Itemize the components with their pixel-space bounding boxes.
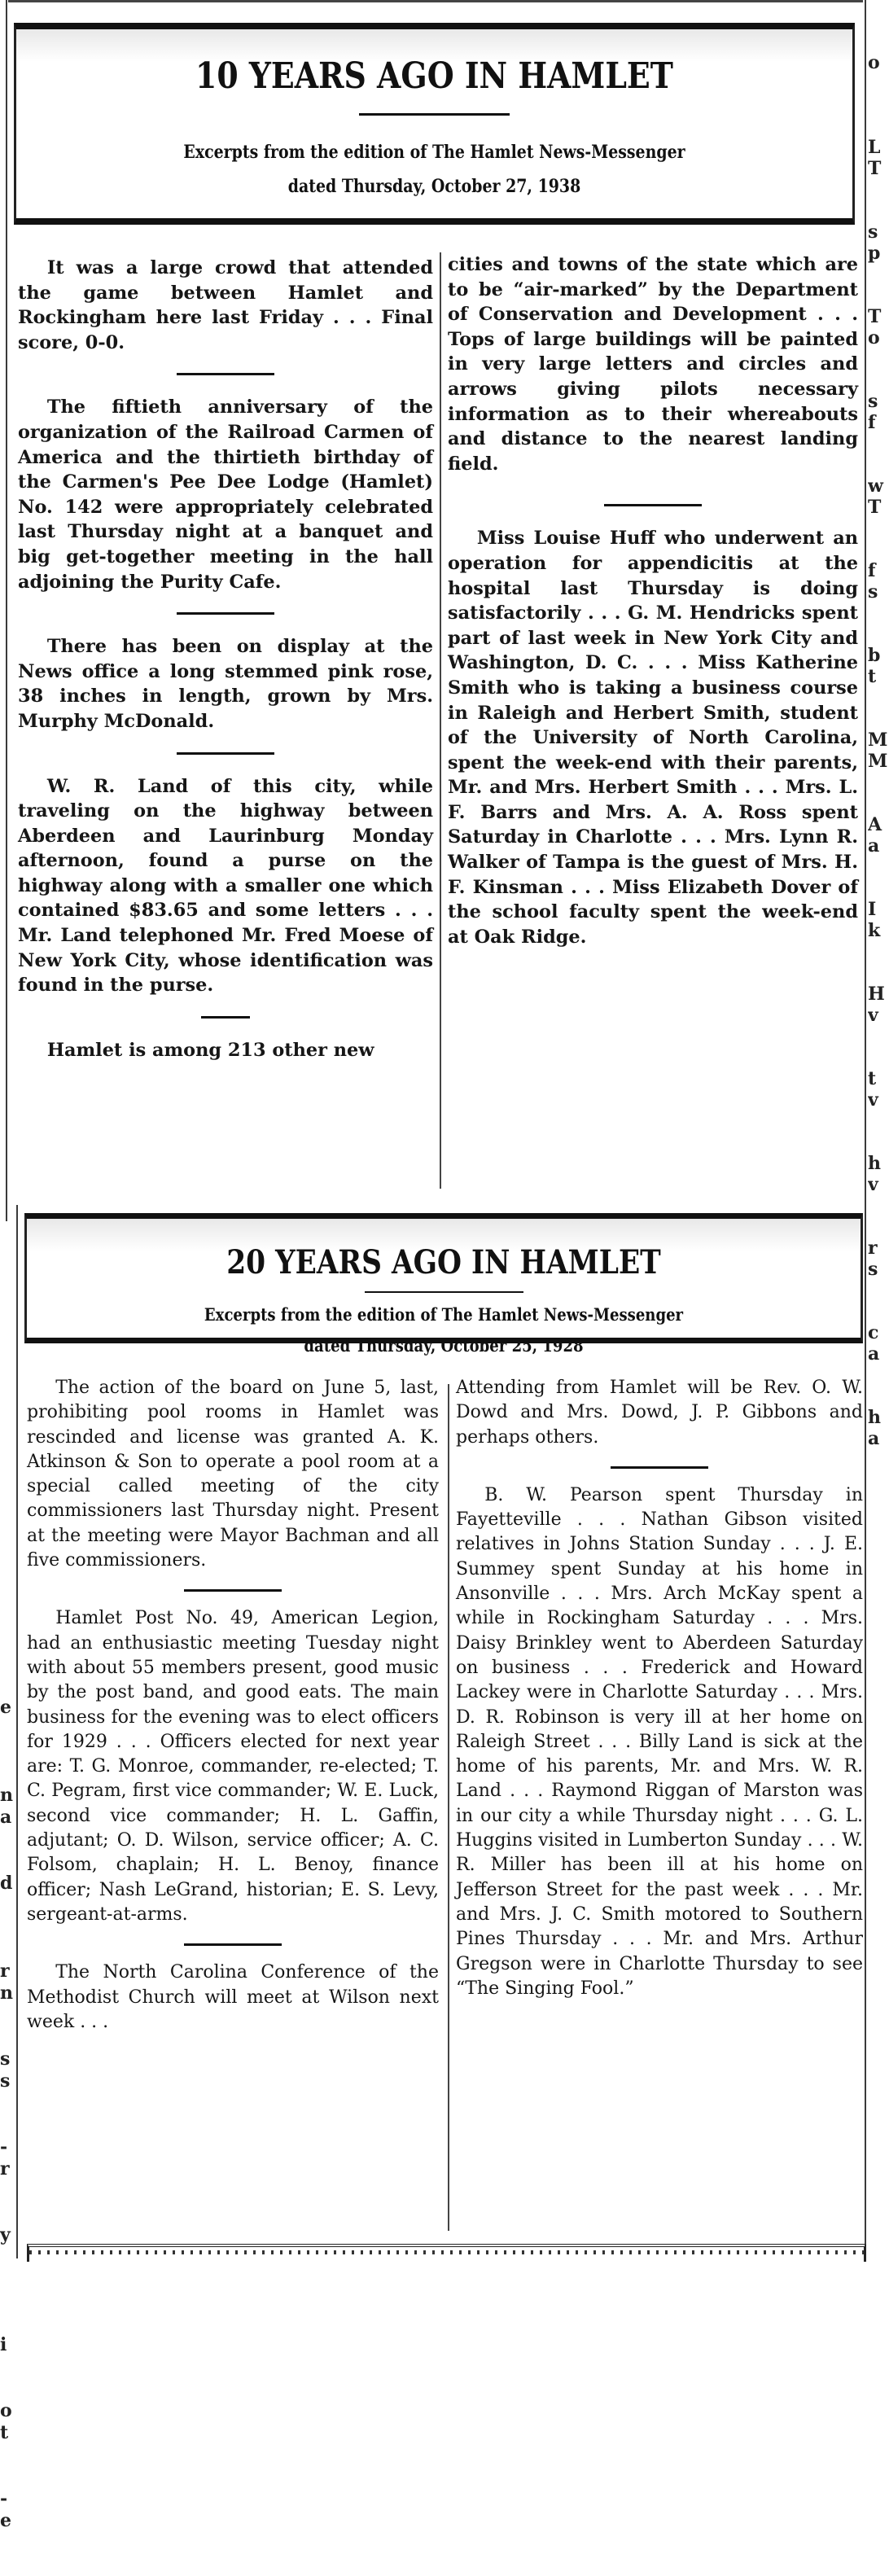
article-paragraph: cities and towns of the state which are to be “air-marked” by the Department of Conservation and Development . . . Tops of large buildings will be painted in very large letters and circles and arrows giving pilots necessary information as to their whereabouts and distance to the nearest landing field. bbox=[448, 254, 858, 475]
article-separator bbox=[177, 612, 274, 615]
article-separator bbox=[201, 1016, 250, 1019]
article-paragraph: The action of the board on June 5, last, prohibiting pool rooms in Hamlet was rescinded and license was granted A. K. Atkinson & Son to operate a pool room at a special called meeting of the city commissioners last Thursday night. Present at the meeting were Mayor Bachman and all five commissioners. bbox=[27, 1378, 439, 1571]
article-paragraph: Hamlet is among 213 other new bbox=[46, 1039, 374, 1061]
top-rule bbox=[8, 0, 863, 2]
column-1938-left bbox=[18, 256, 433, 1062]
section-subtitle-1928-line2: dated Thursday, October 25, 1928 bbox=[304, 1335, 584, 1356]
title-divider bbox=[359, 113, 510, 116]
article-separator bbox=[611, 1466, 708, 1469]
article-paragraph: There has been on display at the News office a long stemmed pink rose, 38 inches in length, grown by Mrs. Murphy McDonald. bbox=[18, 636, 433, 732]
article-paragraph: It was a large crowd that attended the game between Hamlet and Rockingham here last Friday . . . Final score, 0-0. bbox=[18, 257, 433, 353]
section-subtitle-1928-line1: Excerpts from the edition of The Hamlet News-Messenger bbox=[204, 1304, 684, 1325]
section-title-1928: 20 YEARS AGO IN HAMLET bbox=[226, 1243, 661, 1281]
section-title-1938: 10 YEARS AGO IN HAMLET bbox=[195, 55, 673, 97]
column-rule-left-upper bbox=[6, 0, 7, 1221]
article-paragraph: B. W. Pearson spent Thursday in Fayetteville . . . Nathan Gibson visited relatives in Johns Station Sunday . . . J. E. Summey spent Sunday at his home in Ansonville . . . Mrs. Arch McKay spent a while in Rockingham Saturday . . . Mrs. Daisy Brinkley went to Aberdeen Saturday on business . . . Frederick and Howard Lackey were in Charlotte Saturday . . . Mrs. D. R. Robinson is very ill at her home on Raleigh Street . . . Billy Land is sick at the home of his parents, Mr. and Mrs. W. R. Land . . . Raymond Riggan of Marston was in our city a while Thursday night . . . G. L. Huggins visited in Lumberton Sunday . . . W. R. Miller has been ill at his home on Jefferson Street for the past week . . . Mr. and Mrs. J. C. Smith motored to Southern Pines Thursday . . . Mr. and Mrs. Arthur Gregson were in Charlotte Thursday to see “The Singing Fool.” bbox=[456, 1484, 863, 1999]
article-paragraph: The North Carolina Conference of the Methodist Church will meet at Wilson next week . . . bbox=[27, 1962, 439, 2032]
article-paragraph: Miss Louise Huff who underwent an operation for appendicitis at the hospital last Thursday is doing satisfactorily . . . G. M. Hendricks spent part of last week in New York City and Washington, D. C. . . . Miss Katherine Smith who is taking a business course in Raleigh and Herbert Smith, student of the University of North Carolina, spent the week-end with their parents, Mr. and Mrs. Herbert Smith . . . Mrs. L. F. Barrs and Mrs. A. A. Ross spent Saturday in Charlotte . . . Mrs. Lynn R. Walker of Tampa is the guest of Mrs. H. F. Kinsman . . . Miss Elizabeth Dover of the school faculty spent the week-end at Oak Ridge. bbox=[448, 528, 858, 948]
column-divider bbox=[440, 252, 441, 1189]
column-divider bbox=[448, 1384, 449, 2231]
column-1928-right bbox=[456, 1376, 863, 2001]
article-separator bbox=[177, 373, 274, 375]
column-1928-left bbox=[27, 1376, 439, 2035]
article-separator bbox=[177, 752, 274, 755]
neighbor-column-fragment-right: o L T s p T o s f w T f s b t M M A a I k H v t v h v r s c a h a bbox=[868, 52, 888, 1449]
next-section-border bbox=[27, 2244, 866, 2262]
article-separator bbox=[184, 1943, 282, 1946]
article-paragraph: Hamlet Post No. 49, American Legion, had an enthusiastic meeting Tuesday night with about 55 members present, good music by the post band, and good eats. The main business for the evening was to elect officers for 1929 . . . Officers elected for next year are: T. G. Monroe, commander, re-elected; T. C. Pegram, first vice commander; W. E. Luck, second vice commander; H. L. Gaffin, adjutant; O. D. Wilson, service officer; A. C. Folsom, chaplain; H. L. Benoy, finance officer; Nash LeGrand, historian; E. S. Levy, sergeant-at-arms. bbox=[27, 1608, 439, 1925]
article-paragraph: The fiftieth anniversary of the organization of the Railroad Carmen of America and the thirtieth birthday of the Carmen's Pee Dee Lodge (Hamlet) No. 142 were appropriately celebrated last Thursday night at a banquet and big get-together meeting in the hall adjoining the Purity Cafe. bbox=[18, 396, 433, 593]
article-paragraph: W. R. Land of this city, while traveling on the highway between Aberdeen and Laurinburg Monday afternoon, found a purse on the highway along with a smaller one which contained $83.65 and some letters . . . Mr. Land telephoned Mr. Fred Moese of New York City, whose identification was found in the purse. bbox=[18, 775, 433, 997]
title-divider bbox=[365, 1291, 523, 1293]
neighbor-column-fragment-left: e n a d r n s s - r y i o t - e bbox=[0, 1697, 13, 2531]
section-subtitle-1938-line1: Excerpts from the edition of The Hamlet News-Messenger bbox=[183, 142, 685, 163]
article-separator bbox=[604, 504, 702, 506]
section-subtitle-1938-line2: dated Thursday, October 27, 1938 bbox=[287, 176, 581, 197]
column-rule-left-lower bbox=[16, 1205, 18, 2258]
article-separator bbox=[184, 1589, 282, 1592]
article-paragraph: Attending from Hamlet will be Rev. O. W. Dowd and Mrs. Dowd, J. P. Gibbons and perhaps others. bbox=[456, 1378, 863, 1448]
column-rule-right bbox=[865, 0, 866, 2258]
column-1938-right bbox=[448, 252, 858, 949]
header-box-1928 bbox=[24, 1213, 863, 1356]
header-box-1938 bbox=[14, 23, 855, 225]
